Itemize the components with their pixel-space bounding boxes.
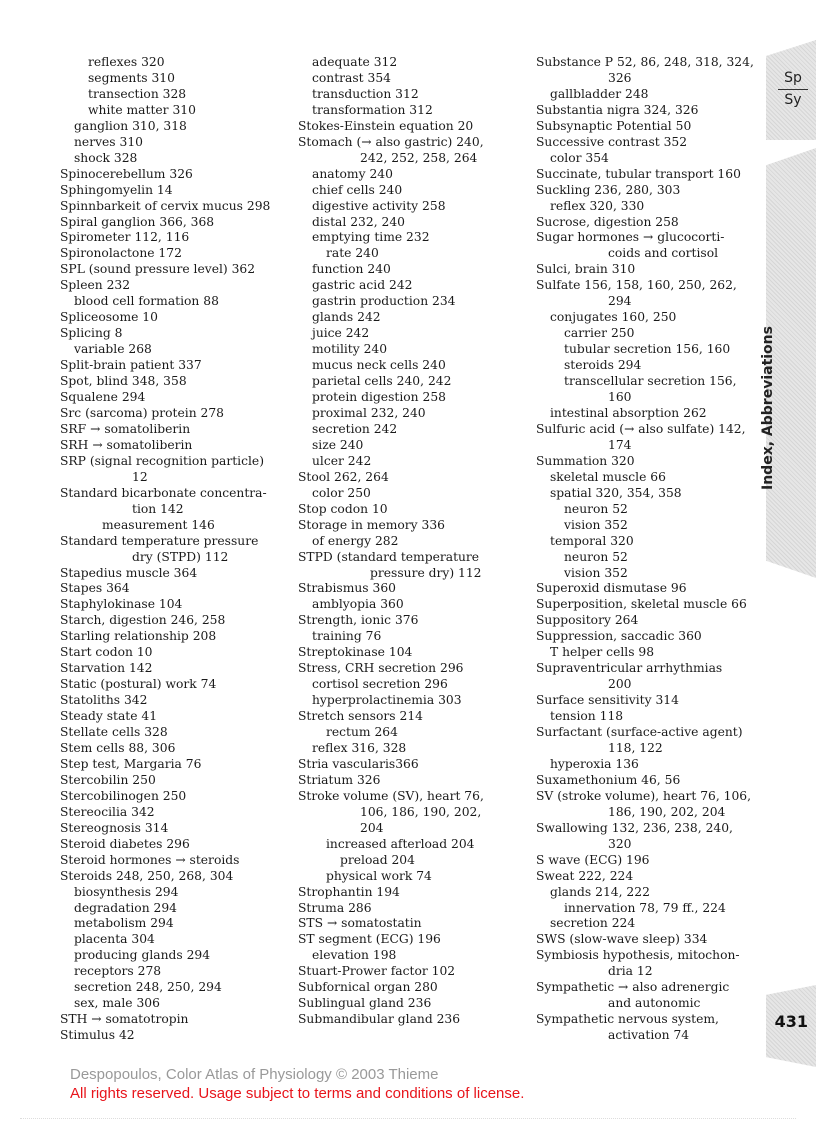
index-entry: tension 118 — [550, 709, 624, 724]
index-entry: Spironolactone 172 — [60, 246, 182, 261]
index-entry: Streptokinase 104 — [298, 645, 413, 660]
index-entry: SPL (sound pressure level) 362 — [60, 262, 256, 277]
index-entry: chief cells 240 — [312, 182, 403, 197]
index-entry: Sulfuric acid (→ also sulfate) 142, — [536, 421, 746, 436]
index-entry: digestive activity 258 — [312, 198, 446, 213]
index-entry: rectum 264 — [326, 725, 398, 740]
tab-range-start: Sp — [784, 70, 802, 86]
index-entry: STS → somatostatin — [298, 916, 422, 931]
index-entry: 12 — [132, 469, 148, 484]
index-entry: Split-brain patient 337 — [60, 358, 202, 373]
index-entry: Subfornical organ 280 — [298, 980, 438, 995]
index-entry: transcellular secretion 156, — [564, 374, 737, 389]
index-entry: Sucrose, digestion 258 — [536, 214, 679, 229]
index-entry: juice 242 — [312, 326, 370, 341]
index-entry: 242, 252, 258, 264 — [360, 150, 478, 165]
index-entry: Stress, CRH secretion 296 — [298, 661, 464, 676]
index-entry: ganglion 310, 318 — [74, 118, 187, 133]
index-entry: Sympathetic nervous system, — [536, 1012, 719, 1027]
index-entry: activation 74 — [608, 1028, 690, 1043]
index-entry: Starvation 142 — [60, 661, 153, 676]
index-entry: proximal 232, 240 — [312, 405, 426, 420]
index-entry: secretion 224 — [550, 916, 636, 931]
index-entry: transformation 312 — [312, 102, 433, 117]
index-entry: Stercobilinogen 250 — [60, 788, 187, 803]
index-entry: hyperprolactinemia 303 — [312, 693, 462, 708]
index-entry: neuron 52 — [564, 549, 628, 564]
index-entry: degradation 294 — [74, 900, 178, 915]
index-entry: emptying time 232 — [312, 230, 430, 245]
index-entry: reflexes 320 — [88, 55, 165, 69]
index-entry: reflex 320, 330 — [550, 198, 645, 213]
index-entry: dry (STPD) 112 — [132, 549, 229, 564]
index-entry: ulcer 242 — [312, 453, 372, 468]
index-entry: sex, male 306 — [74, 996, 160, 1011]
index-entry: color 250 — [312, 485, 371, 500]
index-entry: temporal 320 — [550, 533, 634, 548]
index-entry: Storage in memory 336 — [298, 517, 446, 532]
index-entry: increased afterload 204 — [326, 836, 475, 851]
index-entry: variable 268 — [74, 342, 152, 357]
index-entry: innervation 78, 79 ff., 224 — [564, 900, 726, 915]
index-entry: Striatum 326 — [298, 772, 381, 787]
index-entry: steroids 294 — [564, 358, 642, 373]
index-entry: Suxamethonium 46, 56 — [536, 772, 681, 787]
index-entry: placenta 304 — [74, 932, 155, 947]
index-entry: white matter 310 — [88, 102, 196, 117]
index-entry: Splicing 8 — [60, 326, 123, 341]
index-entry: blood cell formation 88 — [74, 294, 219, 309]
index-entry: Steady state 41 — [60, 709, 158, 724]
index-entry: physical work 74 — [326, 868, 432, 883]
index-entry: biosynthesis 294 — [74, 884, 179, 899]
index-entry: Suckling 236, 280, 303 — [536, 182, 681, 197]
index-entry: Subsynaptic Potential 50 — [536, 118, 692, 133]
index-entry: 326 — [608, 70, 632, 85]
index-entry: Stroke volume (SV), heart 76, — [298, 788, 484, 803]
index-entry: vision 352 — [564, 565, 628, 580]
index-entry: Steroid diabetes 296 — [60, 836, 190, 851]
index-entry: Squalene 294 — [60, 390, 146, 405]
index-entry: Symbiosis hypothesis, mitochon- — [536, 948, 740, 963]
index-entry: nerves 310 — [74, 134, 143, 149]
index-entry: reflex 316, 328 — [312, 740, 407, 755]
index-entry: cortisol secretion 296 — [312, 677, 448, 692]
index-entry: glands 214, 222 — [550, 884, 650, 899]
index-column-1 — [60, 55, 288, 1044]
index-entry: Strophantin 194 — [298, 884, 400, 899]
index-entry: SRP (signal recognition particle) — [60, 453, 264, 468]
index-entry: tion 142 — [132, 501, 184, 516]
index-entry: Statoliths 342 — [60, 693, 148, 708]
index-entry: Surface sensitivity 314 — [536, 693, 679, 708]
index-entry: distal 232, 240 — [312, 214, 405, 229]
index-entry: Standard temperature pressure — [60, 533, 259, 548]
index-entry: Steroids 248, 250, 268, 304 — [60, 868, 234, 883]
index-entry: Standard bicarbonate concentra- — [60, 485, 267, 500]
index-entry: segments 310 — [88, 70, 175, 85]
index-entry: 160 — [608, 390, 632, 405]
index-entry: Suppression, saccadic 360 — [536, 629, 702, 644]
index-entry: Steroid hormones → steroids — [60, 852, 240, 867]
index-entry: 204 — [360, 820, 384, 835]
index-entry: preload 204 — [340, 852, 415, 867]
index-entry: transduction 312 — [312, 86, 419, 101]
index-entry: ST segment (ECG) 196 — [298, 932, 441, 947]
index-entry: Starch, digestion 246, 258 — [60, 613, 226, 628]
index-entry: contrast 354 — [312, 70, 391, 85]
index-entry: and autonomic — [608, 996, 701, 1011]
footer-rights: All rights reserved. Usage subject to terms and conditions of license. — [70, 1085, 525, 1102]
index-entry: spatial 320, 354, 358 — [550, 485, 682, 500]
index-entry: parietal cells 240, 242 — [312, 374, 452, 389]
index-entry: Staphylokinase 104 — [60, 597, 183, 612]
index-entry: adequate 312 — [312, 55, 398, 69]
index-entry: hyperoxia 136 — [550, 756, 639, 771]
index-entry: Sulci, brain 310 — [536, 262, 636, 277]
index-entry: Sublingual gland 236 — [298, 996, 432, 1011]
index-entry: 320 — [608, 836, 632, 851]
index-entry: Stimulus 42 — [60, 1028, 135, 1043]
index-entry: Stretch sensors 214 — [298, 709, 423, 724]
index-entry: SWS (slow-wave sleep) 334 — [536, 932, 708, 947]
index-entry: tubular secretion 156, 160 — [564, 342, 731, 357]
index-column-2 — [298, 55, 526, 1028]
index-entry: gastrin production 234 — [312, 294, 456, 309]
index-entry: Stuart-Prower factor 102 — [298, 964, 456, 979]
index-entry: Supraventricular arrhythmias — [536, 661, 723, 676]
index-entry: size 240 — [312, 437, 364, 452]
index-entry: 106, 186, 190, 202, — [360, 804, 482, 819]
index-entry: Stereognosis 314 — [60, 820, 169, 835]
index-entry: elevation 198 — [312, 948, 397, 963]
index-entry: Stomach (→ also gastric) 240, — [298, 134, 484, 149]
index-entry: Succinate, tubular transport 160 — [536, 166, 741, 181]
index-entry: Sympathetic → also adrenergic — [536, 980, 730, 995]
index-entry: Stool 262, 264 — [298, 469, 389, 484]
index-entry: intestinal absorption 262 — [550, 405, 707, 420]
index-entry: Stokes-Einstein equation 20 — [298, 118, 474, 133]
index-entry: Sugar hormones → glucocorti- — [536, 230, 725, 245]
index-entry: Spleen 232 — [60, 278, 131, 293]
index-entry: motility 240 — [312, 342, 388, 357]
index-entry: vision 352 — [564, 517, 628, 532]
tab-range-divider — [778, 89, 808, 90]
section-title: Index, Abbreviations — [760, 326, 776, 490]
index-entry: Stereocilia 342 — [60, 804, 155, 819]
index-entry: Strength, ionic 376 — [298, 613, 419, 628]
index-entry: Static (postural) work 74 — [60, 677, 217, 692]
index-entry: Swallowing 132, 236, 238, 240, — [536, 820, 733, 835]
index-entry: Spirometer 112, 116 — [60, 230, 190, 245]
index-entry: coids and cortisol — [608, 246, 719, 261]
index-entry: T helper cells 98 — [550, 645, 655, 660]
index-entry: gastric acid 242 — [312, 278, 413, 293]
index-entry: Struma 286 — [298, 900, 372, 915]
index-entry: Src (sarcoma) protein 278 — [60, 405, 225, 420]
index-entry: amblyopia 360 — [312, 597, 404, 612]
index-entry: rate 240 — [326, 246, 379, 261]
index-entry: 294 — [608, 294, 632, 309]
index-entry: carrier 250 — [564, 326, 635, 341]
index-entry: Submandibular gland 236 — [298, 1012, 461, 1027]
index-entry: Sphingomyelin 14 — [60, 182, 173, 197]
index-entry: Sulfate 156, 158, 160, 250, 262, — [536, 278, 737, 293]
index-entry: Surfactant (surface-active agent) — [536, 725, 743, 740]
index-entry: of energy 282 — [312, 533, 399, 548]
index-entry: training 76 — [312, 629, 382, 644]
index-entry: Strabismus 360 — [298, 581, 396, 596]
index-entry: glands 242 — [312, 310, 381, 325]
index-entry: Superposition, skeletal muscle 66 — [536, 597, 747, 612]
index-entry: protein digestion 258 — [312, 390, 446, 405]
index-entry: Stellate cells 328 — [60, 725, 168, 740]
index-entry: measurement 146 — [102, 517, 215, 532]
index-column-3 — [536, 55, 766, 1044]
index-entry: Spinnbarkeit of cervix mucus 298 — [60, 198, 271, 213]
footer-divider — [20, 1118, 796, 1119]
index-entry: Sweat 222, 224 — [536, 868, 634, 883]
index-entry: secretion 248, 250, 294 — [74, 980, 222, 995]
index-entry: Summation 320 — [536, 453, 635, 468]
index-entry: secretion 242 — [312, 421, 398, 436]
index-entry: S wave (ECG) 196 — [536, 852, 650, 867]
index-entry: pressure dry) 112 — [370, 565, 482, 580]
index-entry: conjugates 160, 250 — [550, 310, 677, 325]
index-entry: Stapes 364 — [60, 581, 130, 596]
index-entry: Substantia nigra 324, 326 — [536, 102, 699, 117]
index-entry: metabolism 294 — [74, 916, 174, 931]
index-entry: receptors 278 — [74, 964, 162, 979]
index-entry: 200 — [608, 677, 632, 692]
index-entry: Stria vascularis366 — [298, 756, 419, 771]
index-entry: Stem cells 88, 306 — [60, 740, 176, 755]
index-entry: gallbladder 248 — [550, 86, 649, 101]
index-entry: color 354 — [550, 150, 609, 165]
index-entry: Spliceosome 10 — [60, 310, 158, 325]
footer-copyright: Despopoulos, Color Atlas of Physiology © 2003 Thieme — [70, 1066, 439, 1083]
page-number: 431 — [774, 1012, 808, 1031]
index-entry: Step test, Margaria 76 — [60, 756, 202, 771]
thumb-tab-letters — [776, 70, 810, 108]
index-entry: SRH → somatoliberin — [60, 437, 193, 452]
index-entry: 186, 190, 202, 204 — [608, 804, 726, 819]
tab-range-end: Sy — [784, 92, 802, 108]
index-entry: transection 328 — [88, 86, 187, 101]
index-entry: anatomy 240 — [312, 166, 393, 181]
index-entry: STPD (standard temperature — [298, 549, 480, 564]
index-entry: mucus neck cells 240 — [312, 358, 446, 373]
index-entry: Spinocerebellum 326 — [60, 166, 193, 181]
index-entry: 118, 122 — [608, 740, 663, 755]
index-entry: producing glands 294 — [74, 948, 211, 963]
index-entry: Spiral ganglion 366, 368 — [60, 214, 215, 229]
index-entry: Suppository 264 — [536, 613, 639, 628]
index-entry: Superoxid dismutase 96 — [536, 581, 687, 596]
index-entry: 174 — [608, 437, 632, 452]
index-entry: Successive contrast 352 — [536, 134, 688, 149]
index-entry: SV (stroke volume), heart 76, 106, — [536, 788, 752, 803]
index-entry: Start codon 10 — [60, 645, 153, 660]
index-entry: Stercobilin 250 — [60, 772, 156, 787]
index-entry: neuron 52 — [564, 501, 628, 516]
index-entry: dria 12 — [608, 964, 653, 979]
index-entry: function 240 — [312, 262, 391, 277]
index-entry: Stop codon 10 — [298, 501, 388, 516]
index-entry: Stapedius muscle 364 — [60, 565, 198, 580]
index-entry: shock 328 — [74, 150, 138, 165]
index-entry: Spot, blind 348, 358 — [60, 374, 187, 389]
index-entry: Substance P 52, 86, 248, 318, 324, — [536, 55, 754, 69]
footer — [70, 1065, 524, 1103]
index-entry: SRF → somatoliberin — [60, 421, 191, 436]
index-entry: Starling relationship 208 — [60, 629, 217, 644]
index-entry: skeletal muscle 66 — [550, 469, 666, 484]
index-entry: STH → somatotropin — [60, 1012, 189, 1027]
